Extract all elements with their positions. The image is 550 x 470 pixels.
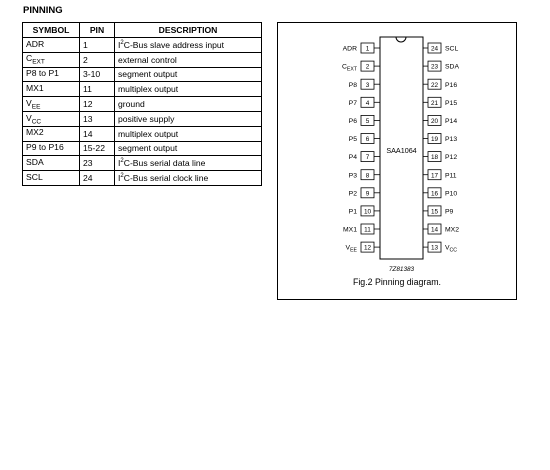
pin-number: 17 — [430, 172, 439, 180]
description-text: multiplex output — [118, 128, 179, 139]
pin-label — [349, 100, 358, 107]
symbol-text: MX1 — [26, 82, 44, 93]
pin-label-text: SCL — [445, 45, 459, 53]
pin-label — [445, 118, 457, 125]
column-header-description: DESCRIPTION — [115, 23, 262, 38]
cell-pin: 1 — [80, 38, 115, 53]
pin-label — [445, 154, 457, 161]
pin-label — [445, 82, 457, 89]
pin-number: 1 — [365, 45, 370, 53]
pin-label-text: P16 — [445, 81, 458, 89]
description-text: segment output — [118, 69, 178, 80]
symbol-text: C — [26, 53, 33, 64]
cell-pin: 2 — [80, 52, 115, 67]
cell-symbol — [23, 141, 80, 156]
description-text: segment output — [118, 143, 178, 154]
pin-label — [445, 64, 459, 71]
pin-number: 18 — [430, 154, 439, 162]
pin-label — [445, 227, 459, 234]
pin-label — [349, 136, 358, 143]
pin-number: 12 — [363, 244, 372, 252]
cell-symbol — [23, 111, 80, 126]
description-text: C-Bus slave address input — [123, 39, 225, 50]
section-title: PINNING — [23, 5, 63, 16]
symbol-text: SDA — [26, 156, 44, 167]
cell-description — [115, 38, 262, 53]
cell-pin: 24 — [80, 171, 115, 186]
cell-description — [115, 156, 262, 171]
description-prefix: I — [118, 39, 121, 50]
pin-number: 6 — [365, 136, 370, 144]
pin-label-text: MX2 — [445, 226, 459, 234]
pin-label-text: P7 — [348, 99, 357, 107]
description-superscript: 2 — [120, 158, 124, 165]
pin-label-text: P9 — [445, 208, 454, 216]
table-row — [23, 67, 262, 82]
symbol-subscript: CC — [31, 118, 42, 126]
pin-label-text: P2 — [348, 190, 357, 198]
pin-label-text: P6 — [348, 118, 357, 125]
table-row — [23, 126, 262, 141]
pin-number: 5 — [365, 118, 370, 125]
drawing-code: 7Z81383 — [388, 266, 415, 273]
pin-label-subscript: CC — [449, 247, 458, 254]
table-body — [23, 38, 262, 186]
pin-label — [349, 172, 358, 179]
pin-label — [445, 172, 457, 179]
pin-label — [445, 190, 457, 197]
description-text: positive supply — [118, 113, 175, 124]
pin-label — [445, 209, 454, 216]
pin-label-text: ADR — [342, 45, 357, 53]
pin-label-text: C — [341, 63, 347, 71]
figure-caption: Fig.2 Pinning diagram. — [352, 277, 442, 287]
pin-number: 20 — [430, 118, 439, 125]
description-text: external control — [118, 54, 177, 65]
pin-label — [445, 100, 457, 107]
pin-label — [445, 245, 457, 254]
pin-number: 4 — [365, 99, 370, 107]
pin-number: 8 — [365, 172, 370, 180]
pin-label — [445, 136, 457, 143]
symbol-text: P9 to P16 — [26, 142, 64, 153]
pin-number: 7 — [365, 154, 370, 162]
pin-label — [349, 190, 358, 197]
pin-label — [349, 154, 358, 161]
pin-number: 19 — [430, 136, 439, 144]
cell-pin: 3-10 — [80, 67, 115, 82]
pin-label-subscript: EXT — [346, 66, 357, 73]
description-superscript: 2 — [120, 40, 124, 47]
pin-label-text: P8 — [348, 81, 357, 89]
cell-pin: 11 — [80, 82, 115, 97]
pin-label-text: P15 — [445, 99, 458, 107]
cell-description — [115, 82, 262, 97]
table-header-row — [23, 23, 262, 38]
pin-number: 13 — [430, 244, 439, 252]
pin-label — [349, 209, 358, 216]
cell-description — [115, 52, 262, 67]
description-prefix: I — [118, 158, 121, 169]
cell-symbol — [23, 67, 80, 82]
cell-description — [115, 111, 262, 126]
pin-number: 3 — [365, 81, 370, 89]
cell-symbol — [23, 38, 80, 53]
pin-label-text: V — [445, 244, 450, 252]
symbol-text: MX2 — [26, 127, 44, 138]
cell-pin: 12 — [80, 97, 115, 112]
table-row — [23, 171, 262, 186]
description-text: C-Bus serial data line — [123, 158, 206, 169]
cell-symbol — [23, 126, 80, 141]
pin-label-text: P1 — [348, 208, 357, 216]
pin-label-text: P10 — [445, 190, 458, 198]
description-prefix: I — [118, 173, 121, 184]
pin-label-text: P12 — [445, 154, 458, 162]
pin-label — [342, 64, 358, 73]
symbol-text: ADR — [26, 38, 45, 49]
pin-number: 23 — [430, 63, 439, 71]
cell-symbol — [23, 171, 80, 186]
cell-description — [115, 171, 262, 186]
pin-label — [445, 46, 458, 53]
symbol-text: P8 to P1 — [26, 68, 59, 79]
symbol-subscript: EXT — [32, 59, 45, 67]
cell-pin: 13 — [80, 111, 115, 126]
pin-label-text: P11 — [445, 172, 457, 180]
pin-label-text: P4 — [348, 154, 357, 162]
pin-number: 11 — [364, 226, 371, 234]
pin-label-text: V — [345, 244, 351, 252]
pin-number: 9 — [365, 190, 370, 198]
pin-label — [349, 118, 358, 125]
cell-description — [115, 141, 262, 156]
pin-number: 14 — [430, 226, 439, 234]
cell-symbol — [23, 52, 80, 67]
table-row — [23, 82, 262, 97]
symbol-subscript: EE — [31, 103, 41, 111]
column-header-pin: PIN — [80, 23, 115, 38]
pin-number: 22 — [430, 81, 439, 89]
pin-label-text: P13 — [445, 136, 458, 144]
pin-label-text: P3 — [348, 172, 357, 180]
description-text: C-Bus serial clock line — [123, 173, 209, 184]
pin-label — [346, 245, 358, 254]
pin-label-text: SDA — [445, 63, 459, 71]
cell-pin: 23 — [80, 156, 115, 171]
table-row — [23, 141, 262, 156]
pin-number: 16 — [430, 190, 439, 198]
pinning-diagram — [278, 23, 516, 299]
pin-label — [343, 227, 357, 234]
pin-label — [343, 46, 357, 53]
pinning-table — [22, 22, 262, 186]
description-superscript: 2 — [120, 173, 124, 180]
table-row — [23, 38, 262, 53]
table-row — [23, 52, 262, 67]
cell-description — [115, 67, 262, 82]
column-header-symbol: SYMBOL — [23, 23, 80, 38]
description-text: ground — [118, 99, 145, 110]
chip-name: SAA1064 — [386, 146, 417, 155]
description-text: multiplex output — [118, 84, 179, 95]
pin-number: 10 — [363, 208, 372, 216]
cell-pin: 15-22 — [80, 141, 115, 156]
table-row — [23, 156, 262, 171]
pin-label-text: P14 — [445, 118, 458, 125]
table-row — [23, 97, 262, 112]
pin-label-subscript: EE — [350, 247, 357, 254]
symbol-text: V — [26, 97, 32, 108]
symbol-text: SCL — [26, 171, 43, 182]
cell-description — [115, 126, 262, 141]
cell-pin: 14 — [80, 126, 115, 141]
cell-symbol — [23, 156, 80, 171]
pin-number: 15 — [430, 208, 439, 216]
symbol-text: V — [26, 112, 32, 123]
cell-symbol — [23, 82, 80, 97]
pin-number: 2 — [365, 63, 370, 71]
cell-symbol — [23, 97, 80, 112]
cell-description — [115, 97, 262, 112]
pin-number: 21 — [430, 99, 439, 107]
pin-number: 24 — [430, 45, 439, 53]
table-row — [23, 111, 262, 126]
pin-label-text: P5 — [348, 136, 357, 144]
pinning-diagram-figure — [277, 22, 517, 300]
pin-label — [349, 82, 358, 89]
pin-label-text: MX1 — [343, 226, 357, 234]
